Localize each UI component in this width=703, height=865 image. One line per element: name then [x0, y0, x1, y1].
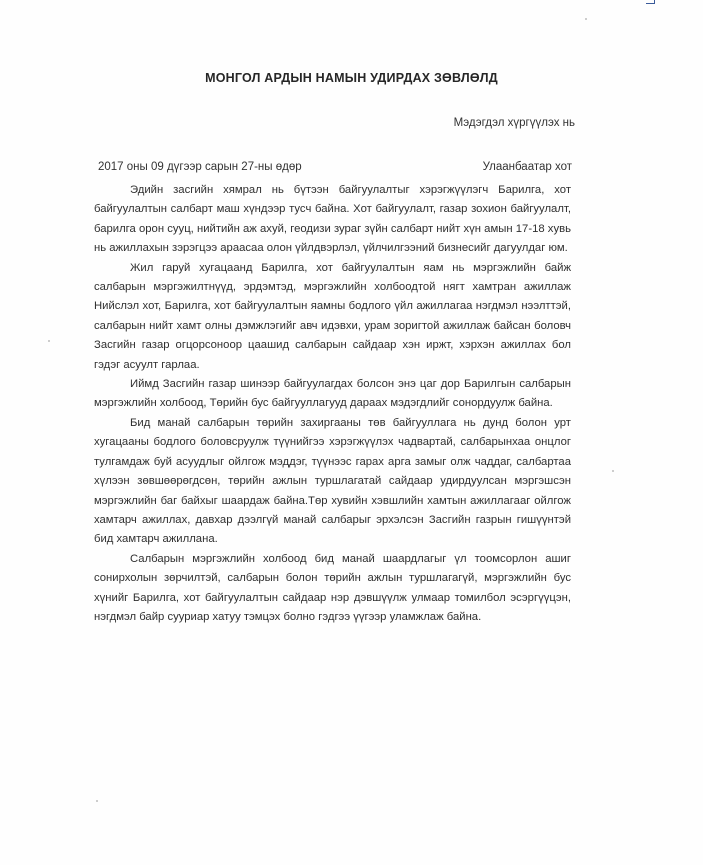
document-city: Улаанбаатар хот: [482, 161, 572, 173]
document-body: [94, 181, 571, 627]
scan-speck: [48, 340, 50, 342]
document-date: 2017 оны 09 дүгээр сарын 27-ны өдөр: [98, 161, 302, 173]
paragraph: Бид манай салбарын төрийн захиргааны төв байгууллага нь дунд болон урт хугацааны бодлого боловсруулж түүнийгээ хэрэгжүүлэх чадвартай, салбарынхаа онцлог тулгамдаж буй асуудлыг ойлгож мэддэг, түүнээс гарах арга замыг олж чаддаг, салбартаа хүлээн зөвшөөрөгдсөн, төрийн ажлын туршлагатай сайдаар удирдуулсан мэргэшсэн мэргэжлийн баг байхыг шаардаж байна.Төр хувийн хэвшлийн хамтын ажиллагааг ойлгож хамтарч ажиллах, давхар дээлгүй манай салбарыг эрхэлсэн Засгийн газрын гишүүнтэй бид хамтарч ажиллана.: [94, 416, 571, 546]
paragraph: Жил гаруй хугацаанд Барилга, хот байгуулалтын яам нь мэргэжлийн байж салбарын мэргэжилтнүүд, эрдэмтэд, мэргэжлийн холбоодтой нягт хамтран ажиллаж Нийслэл хот, Барилга, хот байгуулалтын яамны бодлого үйл ажиллагаа нэгдмэл нээлттэй, салбарын нийт хамт олны дэмжлэгийг авч идэвхи, урам зоригтой ажиллаж байсан боловч Засгийн газар огцорсоноор цаашид салбарын сайдаар хэн иржт, хэрхэн ажиллах бол гэдэг асуулт гарлаа.: [94, 261, 571, 371]
paragraph: Эдийн засгийн хямрал нь бүтээн байгуулалтыг хэрэгжүүлэгч Барилга, хот байгуулалтын салбарт маш хүндээр тусч байна. Хот байгуулалт, газар зохион байгуулалт, барилга орон сууц, нийтийн аж ахуй, геодизи зураг зүйн салбарт нийт хүн амын 17-18 хувь нь ажиллахын зэрэгцээ араасаа олон үйлдвэрлэл, үйлчилгээний бизнесийг дагуулдаг юм.: [94, 184, 571, 255]
document-subtitle: Мэдэгдэл хүргүүлэх нь: [453, 117, 575, 129]
scan-speck: [612, 470, 614, 472]
paragraph: Салбарын мэргэжлийн холбоод бид манай шаардлагыг үл тоомсорлон ашиг сонирхолын зөрчилтэй, салбарын болон төрийн ажлын туршлагагүй, мэргэжлийн бус хүнийг Барилга, хот байгуулалтын сайдаар нэр дэвшүүлж улмаар томилбол эсэргүүцэн, нэгдмэл байр сууриар хатуу тэмцэх болно гэдгээ үүгээр уламжлаж байна.: [94, 552, 571, 623]
corner-mark: [646, 0, 655, 4]
scan-speck: [96, 800, 98, 802]
paragraph: Иймд Засгийн газар шинээр байгуулагдах болсон энэ цаг дор Барилгын салбарын мэргэжлийн холбоод, Төрийн бус байгууллагууд дараах мэдэгдлийг сонордуулж байна.: [94, 378, 571, 410]
document-title: МОНГОЛ АРДЫН НАМЫН УДИРДАХ ЗӨВЛӨЛД: [205, 71, 498, 85]
scan-speck: [585, 18, 587, 20]
